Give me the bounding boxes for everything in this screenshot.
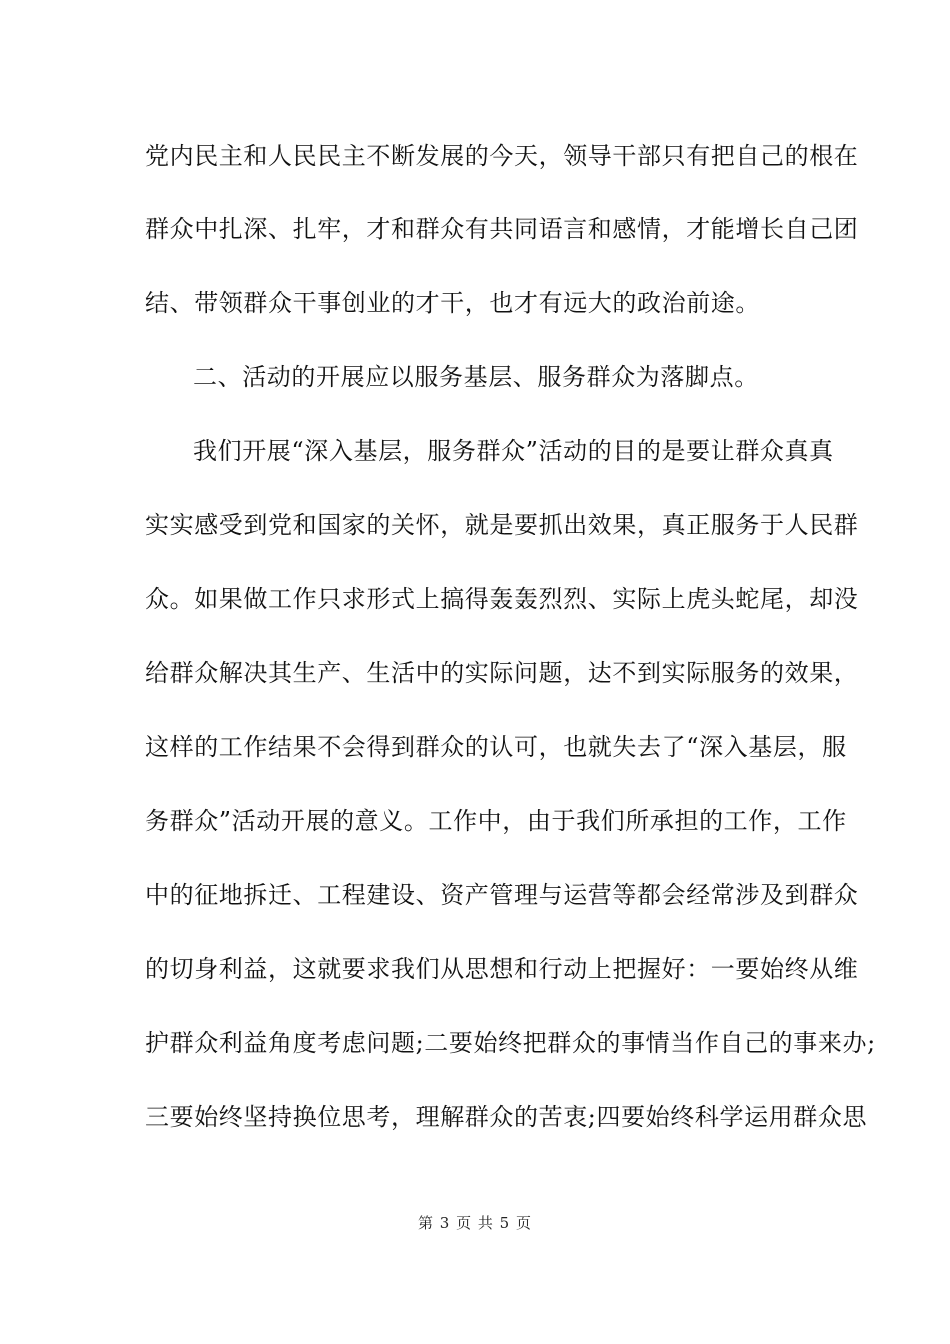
text-line: 三要始终坚持换位思考，理解群众的苦衷;四要始终科学运用群众思 — [145, 1103, 868, 1131]
text-line: 这样的工作结果不会得到群众的认可，也就失去了“深入基层，服 — [145, 733, 847, 761]
text-line: 护群众利益角度考虑问题;二要始终把群众的事情当作自己的事来办; — [145, 1029, 876, 1057]
page-footer — [0, 1213, 950, 1233]
text-line: 我们开展“深入基层，服务群众”活动的目的是要让群众真真 — [193, 437, 834, 465]
text-line: 群众中扎深、扎牢，才和群众有共同语言和感情，才能增长自己团 — [145, 215, 859, 243]
text-line: 务群众”活动开展的意义。工作中，由于我们所承担的工作，工作 — [145, 807, 847, 835]
section-heading: 二、活动的开展应以服务基层、服务群众为落脚点。 — [193, 363, 759, 391]
text-line: 给群众解决其生产、生活中的实际问题，达不到实际服务的效果， — [145, 659, 859, 687]
text-line: 中的征地拆迁、工程建设、资产管理与运营等都会经常涉及到群众 — [145, 881, 859, 909]
text-line: 结、带领群众干事创业的才干，也才有远大的政治前途。 — [145, 289, 760, 317]
page-number: 第 3 页 共 5 页 — [418, 1214, 532, 1232]
text-line: 的切身利益，这就要求我们从思想和行动上把握好：一要始终从维 — [145, 955, 859, 983]
text-line: 众。如果做工作只求形式上搞得轰轰烈烈、实际上虎头蛇尾，却没 — [145, 585, 859, 613]
text-line: 党内民主和人民民主不断发展的今天，领导干部只有把自己的根在 — [145, 142, 859, 170]
text-line: 实实感受到党和国家的关怀，就是要抓出效果，真正服务于人民群 — [145, 511, 859, 539]
